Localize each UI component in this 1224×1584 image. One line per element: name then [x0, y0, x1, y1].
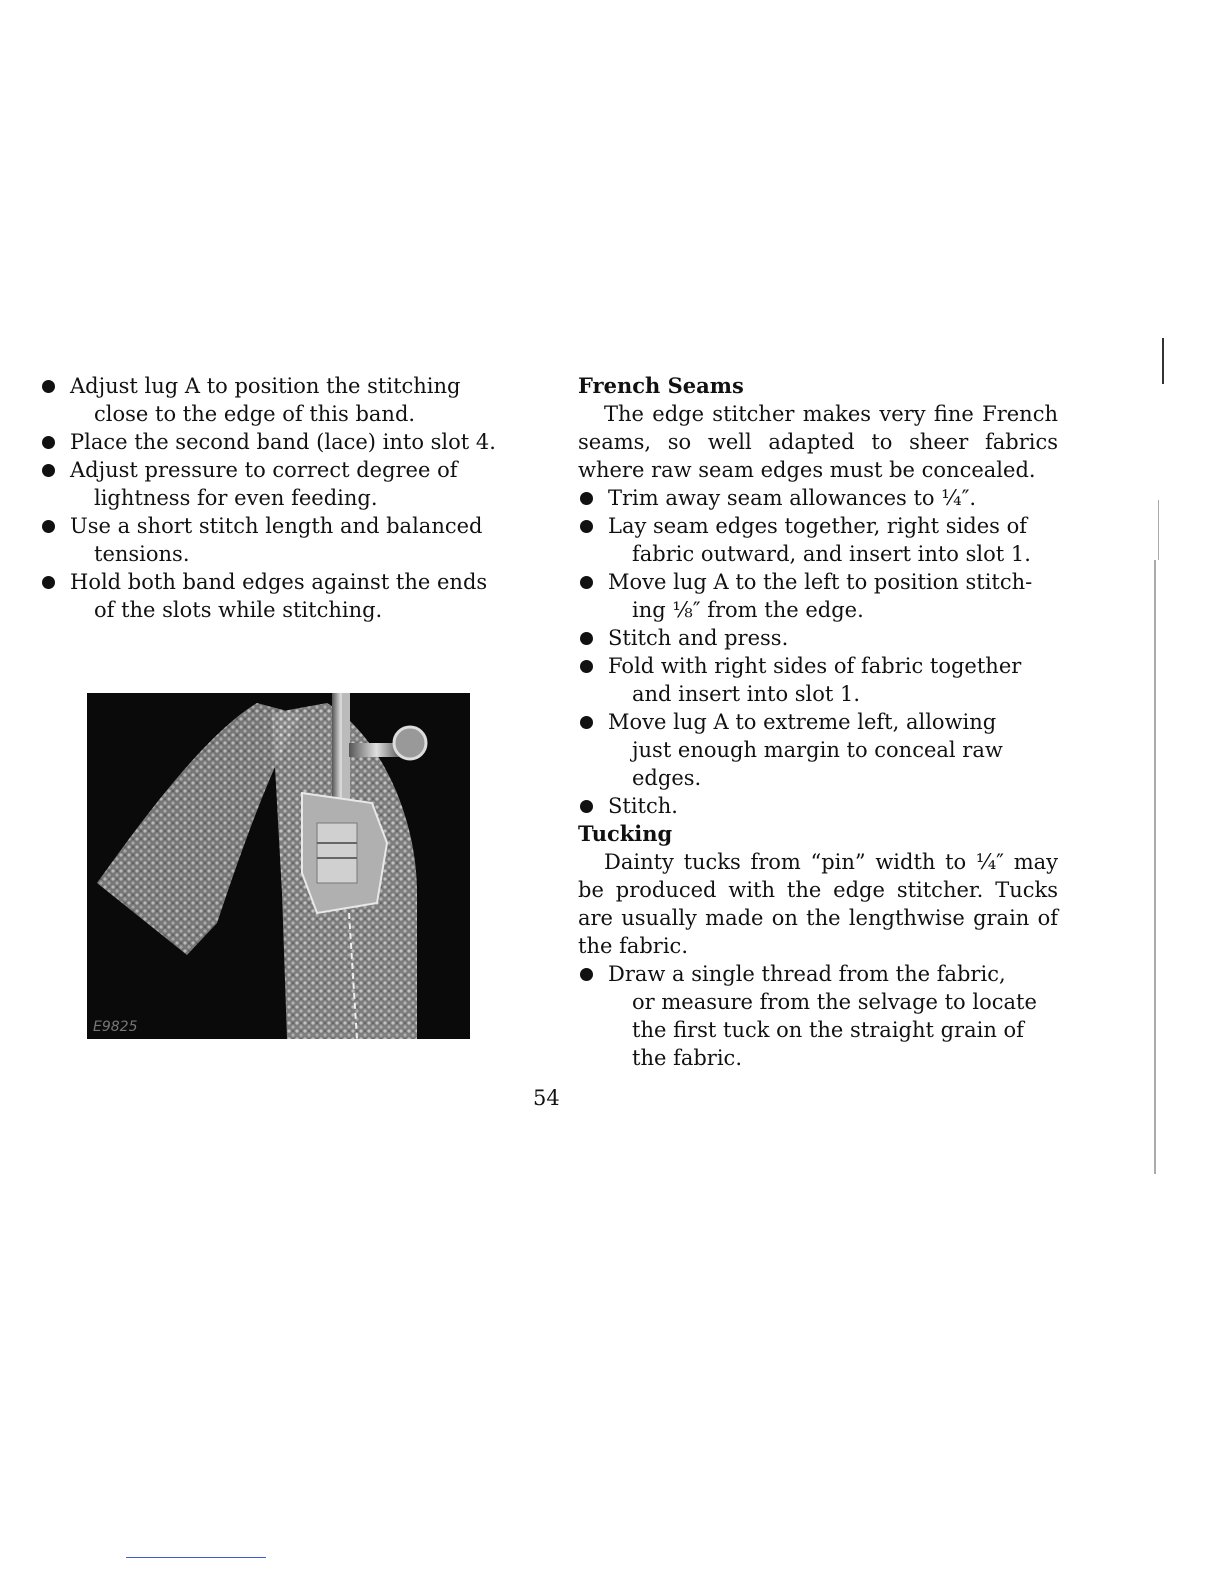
list-item-continuation: fabric outward, and insert into slot 1.	[632, 542, 1031, 566]
list-item-text: Trim away seam allowances to ¼″.	[608, 486, 977, 510]
list-item	[40, 568, 520, 624]
left-column	[40, 372, 520, 624]
list-item-continuation: close to the edge of this band.	[94, 402, 416, 426]
list-item	[578, 960, 1058, 1072]
bullet-icon	[580, 968, 593, 981]
list-item	[578, 484, 1058, 512]
scan-margin-mark	[1158, 500, 1159, 560]
list-item-continuation: just enough margin to conceal raw edges.	[632, 738, 1003, 790]
list-item	[578, 708, 1058, 792]
bullet-icon	[580, 660, 593, 673]
list-item-text: Move lug A to extreme left, allowing	[608, 710, 997, 734]
list-item-text: Move lug A to the left to position stitch-	[608, 570, 1033, 594]
bullet-icon	[42, 520, 55, 533]
list-item-continuation: of the slots while stitching.	[94, 598, 383, 622]
list-item-continuation: or measure from the selvage to locate the first tuck on the straight grain of the fabric.	[632, 990, 1037, 1070]
list-item-continuation: and insert into slot 1.	[632, 682, 861, 706]
list-item	[578, 624, 1058, 652]
list-item	[578, 652, 1058, 708]
list-item-text: Place the second band (lace) into slot 4.	[70, 430, 496, 454]
right-column	[578, 372, 1058, 1072]
list-item	[40, 512, 520, 568]
list-item-text: Use a short stitch length and balanced	[70, 514, 483, 538]
list-item-text: Hold both band edges against the ends	[70, 570, 488, 594]
bullet-icon	[42, 576, 55, 589]
bullet-icon	[580, 632, 593, 645]
french-seams-intro: The edge stitcher makes very fine French seams, so well adapted to sheer fabrics where raw seam edges must be concealed.	[578, 402, 1058, 482]
list-item	[40, 372, 520, 428]
bullet-icon	[580, 800, 593, 813]
list-item-continuation: lightness for even feeding.	[94, 486, 378, 510]
bullet-icon	[580, 520, 593, 533]
list-item-continuation: ing ⅛″ from the edge.	[632, 598, 864, 622]
bullet-icon	[580, 492, 593, 505]
list-item-text: Fold with right sides of fabric together	[608, 654, 1022, 678]
list-item-text: Lay seam edges together, right sides of	[608, 514, 1028, 538]
bullet-icon	[42, 436, 55, 449]
scan-margin-mark	[1154, 560, 1156, 1174]
list-item	[578, 568, 1058, 624]
section-heading-french-seams: French Seams	[578, 373, 744, 398]
photo-code: E9825	[93, 1019, 138, 1035]
list-item	[578, 792, 1058, 820]
list-item	[40, 456, 520, 512]
list-item-text: Adjust pressure to correct degree of	[70, 458, 458, 482]
footer-rule	[126, 1557, 266, 1558]
bullet-icon	[580, 576, 593, 589]
list-item-text: Adjust lug A to position the stitching	[70, 374, 461, 398]
list-item-text: Stitch.	[608, 794, 678, 818]
sewing-machine-illustration	[87, 693, 470, 1039]
section-heading-tucking: Tucking	[578, 821, 673, 846]
bullet-icon	[42, 380, 55, 393]
bullet-icon	[580, 716, 593, 729]
list-item-continuation: tensions.	[94, 542, 190, 566]
list-item	[40, 428, 520, 456]
list-item-text: Stitch and press.	[608, 626, 789, 650]
list-item	[578, 512, 1058, 568]
edge-stitcher-photo	[87, 693, 470, 1039]
tucking-intro: Dainty tucks from “pin” width to ¼″ may be produced with the edge stitcher. Tucks are usually made on the lengthwise grain of the fabric.	[578, 850, 1058, 958]
page-number: 54	[533, 1086, 560, 1110]
list-item-text: Draw a single thread from the fabric,	[608, 962, 1006, 986]
scan-margin-mark	[1162, 338, 1164, 384]
bullet-icon	[42, 464, 55, 477]
